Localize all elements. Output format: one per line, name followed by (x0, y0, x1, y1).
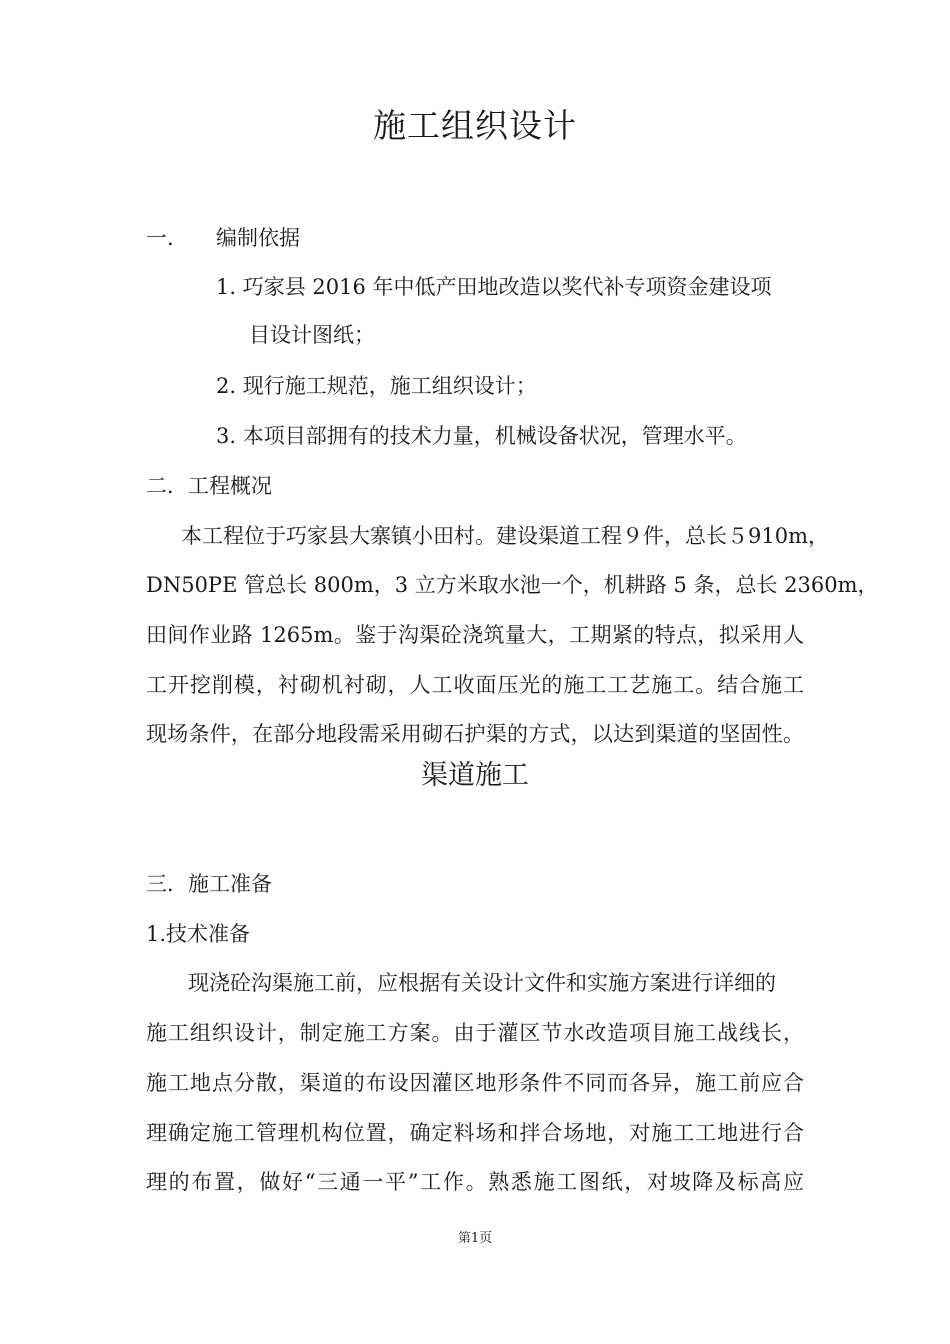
section-1-number: 一. (146, 226, 174, 250)
paragraph-line: 施工组织设计，制定施工方案。由于灌区节水改造项目施工战线长， (146, 1021, 804, 1045)
list-item-number: 1. (216, 275, 237, 299)
paragraph-line: 理的布置，做好“三通一平”工作。熟悉施工图纸，对坡降及标高应 (146, 1170, 804, 1194)
section-3-subheading: 1.技术准备 (146, 922, 251, 946)
section-3-heading: 三．施工准备 (146, 872, 272, 896)
paragraph-line: 本工程位于巧家县大寨镇小田村。建设渠道工程９件，总长５910m， (181, 524, 829, 548)
list-item-text: 本项目部拥有的技术力量，机械设备状况，管理水平。 (242, 424, 747, 448)
page-number: 第1页 (457, 1231, 493, 1246)
paragraph-line: 现浇砼沟渠施工前，应根据有关设计文件和实施方案进行详细的 (188, 971, 776, 995)
list-item (216, 370, 537, 402)
paragraph-line: DN50PE 管总长 800m，3 立方米取水池一个，机耕路 5 条，总长 2360m， (146, 573, 879, 597)
list-item (216, 271, 772, 303)
list-item-number: 3. (216, 424, 237, 448)
paragraph-line: 工开挖削模，衬砌机衬砌，人工收面压光的施工工艺施工。结合施工 (146, 673, 804, 697)
list-item-number: 2. (216, 374, 237, 398)
section-2-heading: 二．工程概况 (146, 474, 272, 498)
list-item-text: 巧家县 2016 年中低产田地改造以奖代补专项资金建设项 (242, 275, 772, 299)
section-1-title: 编制依据 (216, 226, 300, 250)
section-1-heading (146, 222, 300, 254)
paragraph-line: 田间作业路 1265m。鉴于沟渠砼浇筑量大，工期紧的特点，拟采用人 (146, 623, 804, 647)
list-item-text: 现行施工规范，施工组织设计； (242, 374, 537, 398)
list-item-continuation: 目设计图纸； (249, 323, 375, 347)
paragraph-line: 理确定施工管理机构位置，确定料场和拌合场地，对施工工地进行合 (146, 1121, 804, 1145)
document-title: 施工组织设计 (373, 106, 577, 145)
section-subtitle: 渠道施工 (421, 760, 529, 791)
paragraph-line: 现场条件，在部分地段需采用砌石护渠的方式，以达到渠道的坚固性。 (146, 722, 804, 746)
list-item (216, 420, 747, 452)
paragraph-line: 施工地点分散，渠道的布设因灌区地形条件不同而各异，施工前应合 (146, 1071, 804, 1095)
